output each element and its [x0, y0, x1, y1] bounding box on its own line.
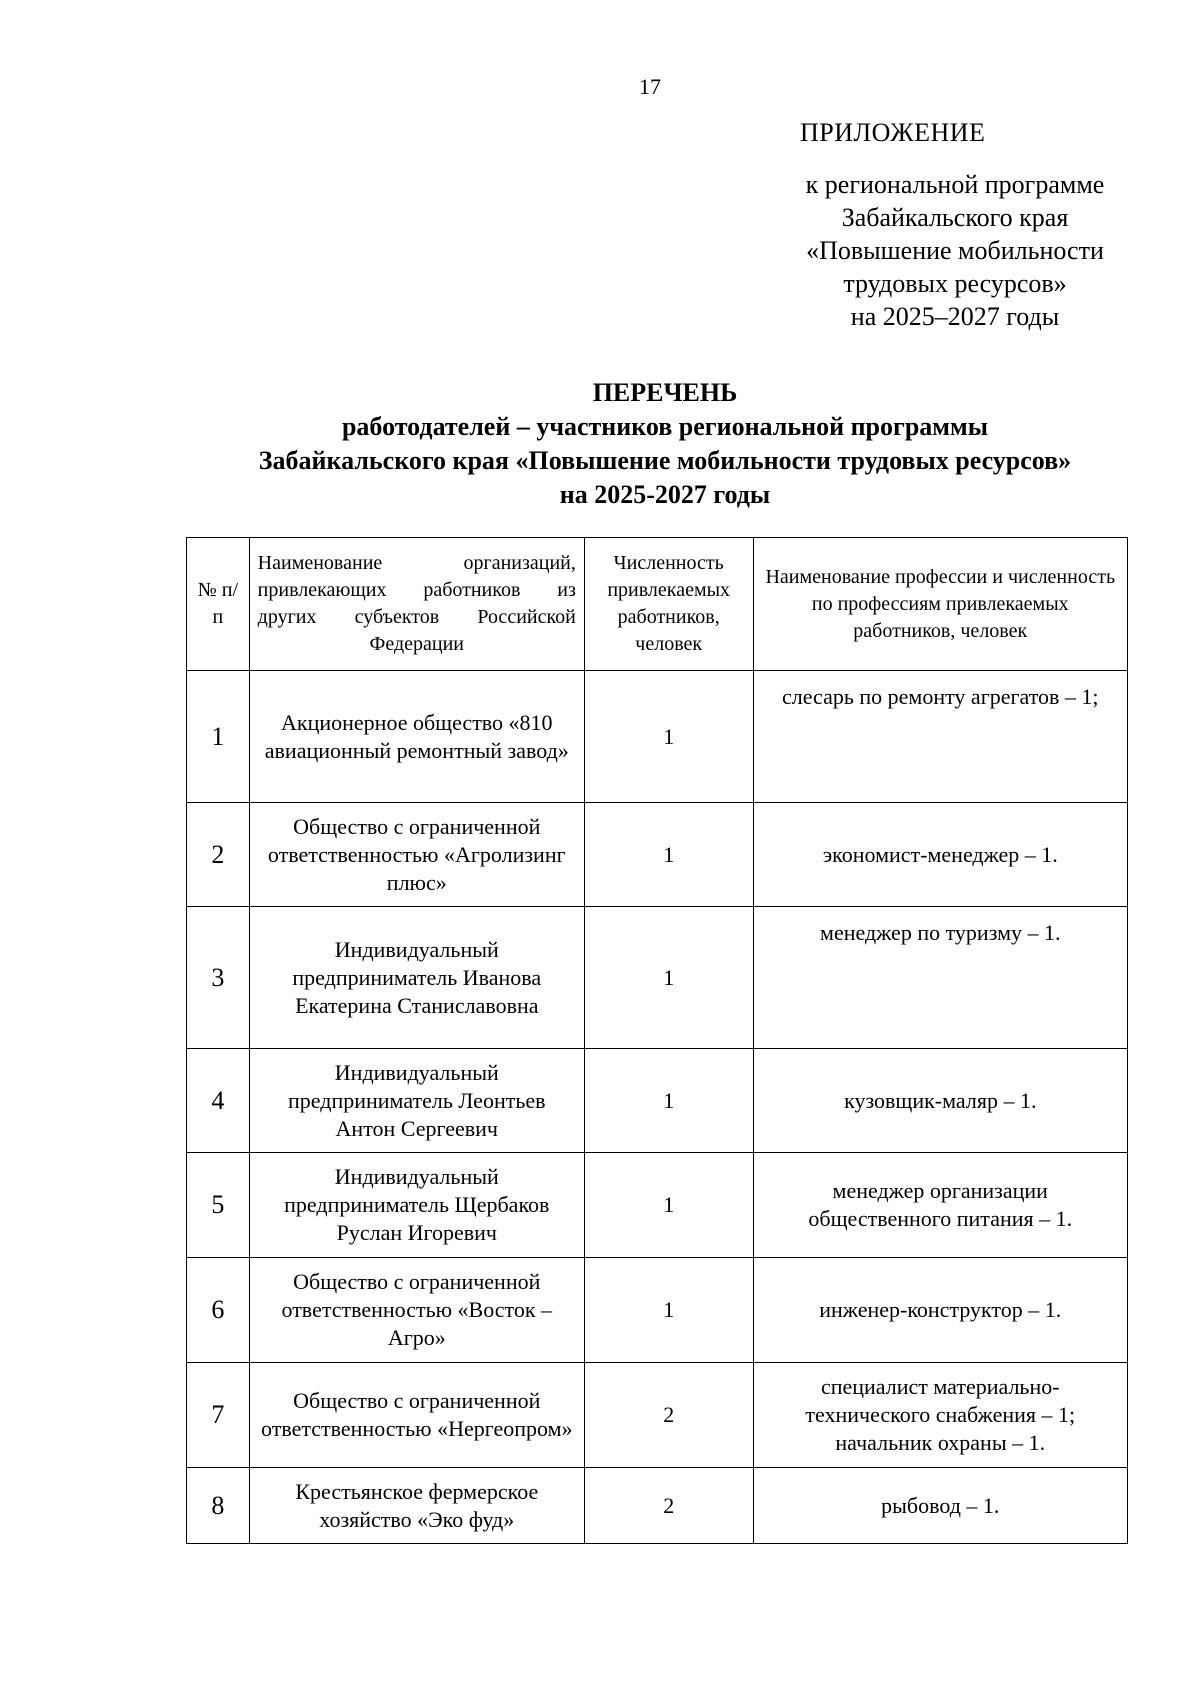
table-row — [187, 907, 1128, 1049]
row-number: 3 — [187, 907, 250, 1049]
table-row — [187, 1468, 1128, 1544]
appendix-title: ПРИЛОЖЕНИЕ — [800, 118, 986, 147]
table-header-row — [187, 538, 1128, 671]
title-line: Забайкальского края «Повышение мобильности трудовых ресурсов» — [258, 446, 1072, 475]
table-row — [187, 1363, 1128, 1468]
appendix-line: «Повышение мобильности — [806, 236, 1104, 265]
row-number: 1 — [187, 671, 250, 803]
row-count: 1 — [584, 803, 753, 907]
appendix-subtitle — [790, 168, 1120, 333]
row-organization: Крестьянское фермерское хозяйство «Эко фуд» — [249, 1468, 584, 1544]
appendix-line: к региональной программе — [805, 170, 1105, 199]
appendix-line: трудовых ресурсов» — [843, 269, 1067, 298]
document-title — [215, 376, 1115, 512]
title-line: на 2025-2027 годы — [559, 480, 771, 509]
table-row — [187, 1258, 1128, 1363]
title-heading: ПЕРЕЧЕНЬ — [592, 378, 738, 407]
row-profession: менеджер организации общественного питания – 1. — [753, 1153, 1127, 1258]
row-count: 1 — [584, 1258, 753, 1363]
row-profession: специалист материально-технического снабжения – 1; начальник охраны – 1. — [753, 1363, 1127, 1468]
table-row — [187, 671, 1128, 803]
row-count: 1 — [584, 671, 753, 803]
row-count: 1 — [584, 907, 753, 1049]
row-number: 5 — [187, 1153, 250, 1258]
table-row — [187, 803, 1128, 907]
row-organization: Общество с ограниченной ответственностью «Агролизинг плюс» — [249, 803, 584, 907]
table-row — [187, 1153, 1128, 1258]
row-profession: инженер-конструктор – 1. — [753, 1258, 1127, 1363]
row-count: 1 — [584, 1049, 753, 1153]
page-number: 17 — [639, 74, 661, 99]
title-line: работодателей – участников региональной программы — [341, 412, 989, 441]
row-profession: менеджер по туризму – 1. — [753, 907, 1127, 1049]
row-organization: Индивидуальный предприниматель Иванова Екатерина Станиславовна — [249, 907, 584, 1049]
employers-table — [186, 537, 1128, 1544]
row-organization: Акционерное общество «810 авиационный ремонтный завод» — [249, 671, 584, 803]
row-profession: экономист-менеджер – 1. — [753, 803, 1127, 907]
appendix-line: Забайкальского края — [841, 203, 1069, 232]
row-profession: рыбовод – 1. — [753, 1468, 1127, 1544]
row-number: 2 — [187, 803, 250, 907]
row-number: 4 — [187, 1049, 250, 1153]
row-organization: Общество с ограниченной ответственностью «Нергеопром» — [249, 1363, 584, 1468]
row-count: 2 — [584, 1363, 753, 1468]
row-profession: слесарь по ремонту агрегатов – 1; — [753, 671, 1127, 803]
row-number: 6 — [187, 1258, 250, 1363]
header-profession: Наименование профессии и численность по профессиям привлекаемых работников, человек — [753, 538, 1127, 671]
header-count: Численность привлекаемых работников, человек — [584, 538, 753, 671]
row-organization: Индивидуальный предприниматель Леонтьев Антон Сергеевич — [249, 1049, 584, 1153]
table-row — [187, 1049, 1128, 1153]
appendix-line: на 2025–2027 годы — [850, 302, 1060, 331]
row-profession: кузовщик-маляр – 1. — [753, 1049, 1127, 1153]
header-number: № п/п — [187, 538, 250, 671]
header-organization: Наименование организаций, привлекающих работников из других субъектов Российской Федерации — [249, 538, 584, 671]
row-number: 7 — [187, 1363, 250, 1468]
row-count: 2 — [584, 1468, 753, 1544]
row-organization: Индивидуальный предприниматель Щербаков Руслан Игоревич — [249, 1153, 584, 1258]
row-count: 1 — [584, 1153, 753, 1258]
row-organization: Общество с ограниченной ответственностью «Восток – Агро» — [249, 1258, 584, 1363]
row-number: 8 — [187, 1468, 250, 1544]
